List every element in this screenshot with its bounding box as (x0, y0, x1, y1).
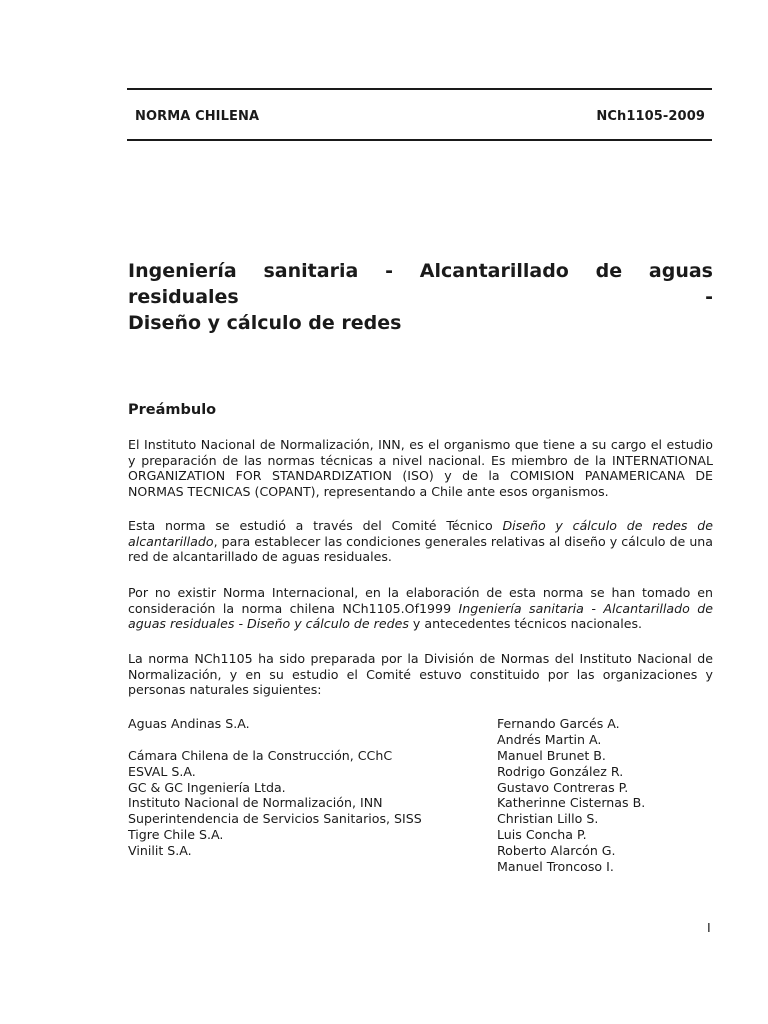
organization-item: Instituto Nacional de Normalización, INN (128, 795, 383, 811)
p3-text-b: y antecedentes técnicos nacionales. (408, 616, 643, 632)
title-line-2: Diseño y cálculo de redes (128, 312, 402, 334)
p3-text-a: Por no existir Norma Internacional, en la elaboración de esta norma se han tomado en consideración la norma chilena NCh1105.Of1999 (128, 585, 713, 616)
organization-item: Aguas Andinas S.A. (128, 716, 250, 731)
person-item: Andrés Martin A. (497, 731, 602, 747)
person-item: Luis Concha P. (497, 827, 587, 843)
person-item: Gustavo Contreras P. (497, 779, 629, 795)
preamble-paragraph-2 (128, 518, 713, 565)
organizations-list (128, 716, 422, 859)
page-number: I (707, 920, 711, 935)
preamble-paragraph-4: La norma NCh1105 ha sido preparada por la División de Normas del Instituto Nacional de Normalización, y en su estudio el Comité estuvo constituido por las organizaciones y personas naturales siguientes: (128, 651, 713, 698)
person-item: Christian Lillo S. (497, 811, 599, 827)
preamble-paragraph-1: El Instituto Nacional de Normalización, INN, es el organismo que tiene a su cargo el estudio y preparación de las normas técnicas a nivel nacional. Es miembro de la INTERNATIONAL ORGANIZATION FOR STANDARDIZATION (ISO) y de la COMISION PANAMERICANA DE NORMAS TECNICAS (COPANT), representando a Chile ante esos organismos. (128, 437, 713, 500)
organization-item: Vinilit S.A. (128, 843, 192, 859)
organization-item: ESVAL S.A. (128, 763, 196, 779)
organization-item: Cámara Chilena de la Construcción, CChC (128, 747, 393, 763)
people-list (497, 716, 645, 875)
person-item: Roberto Alarcón G. (497, 843, 616, 859)
p2-text-a: Esta norma se estudió a través del Comité Técnico (128, 518, 503, 533)
person-item: Katherinne Cisternas B. (497, 795, 646, 811)
header-standard-label: NORMA CHILENA (135, 109, 260, 124)
preamble-paragraph-3 (128, 585, 713, 632)
header-standard-code: NCh1105-2009 (596, 109, 705, 124)
p3-reference-title: Ingeniería sanitaria - Alcantarillado de aguas residuales - Diseño y cálculo de redes (128, 600, 714, 632)
header-bottom-rule (127, 139, 712, 141)
document-title (128, 258, 713, 336)
person-item: Manuel Troncoso I. (497, 859, 614, 875)
preamble-heading: Preámbulo (128, 402, 217, 418)
person-item: Manuel Brunet B. (497, 747, 606, 763)
organization-item-spacer (128, 732, 422, 748)
organization-item: GC & GC Ingeniería Ltda. (128, 779, 286, 795)
person-item: Fernando Garcés A. (497, 716, 620, 731)
header-top-rule (127, 88, 712, 90)
p2-committee-name: Diseño y cálculo de redes de alcantarillado (128, 518, 713, 549)
organization-item: Superintendencia de Servicios Sanitarios, SISS (128, 811, 422, 827)
person-item: Rodrigo González R. (497, 763, 624, 779)
title-line-1: Ingeniería sanitaria - Alcantarillado de aguas residuales - (128, 260, 713, 308)
organization-item: Tigre Chile S.A. (128, 827, 224, 843)
p2-text-b: , para establecer las condiciones generales relativas al diseño y cálculo de una red de alcantarillado de aguas residuales. (128, 533, 713, 565)
